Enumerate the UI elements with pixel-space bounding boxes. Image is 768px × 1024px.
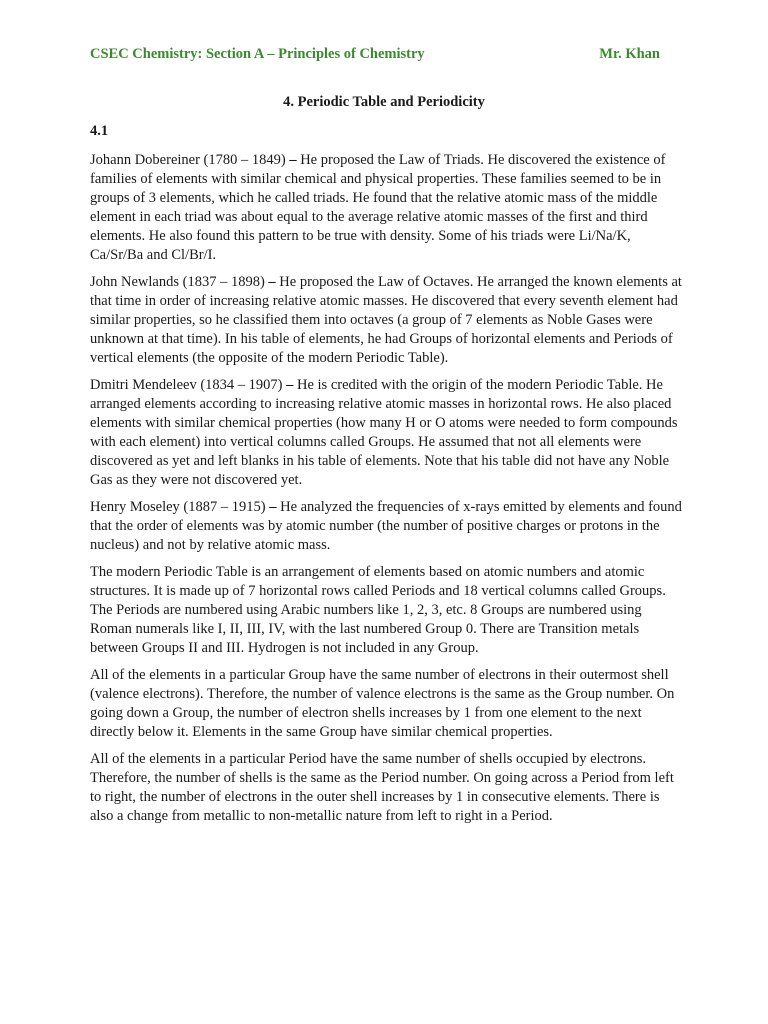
paragraph-modern-table — [90, 563, 682, 658]
paragraph-text: He proposed the Law of Octaves. He arranged the known elements at that time in order of increasing relative atomic masses. He discovered that every seventh element had similar properties, so he classified them into octaves (a group of 7 elements as Noble Gases were unknown at that time). In his table of elements, he had Groups of horizontal elements and Periods of vertical elements (the opposite of the modern Periodic Table). — [90, 274, 682, 366]
paragraph-moseley — [90, 498, 682, 555]
paragraph-dash: – — [264, 274, 280, 290]
paragraph-groups — [90, 666, 682, 742]
paragraph-dash: – — [265, 499, 281, 515]
document-body — [90, 151, 682, 834]
paragraph-text: The modern Periodic Table is an arrangement of elements based on atomic numbers and atomic structures. It is made up of 7 horizontal rows called Periods and 18 vertical columns called Groups. The Periods are numbered using Arabic numbers like 1, 2, 3, etc. 8 Groups are numbered using Roman numerals like I, II, III, IV, with the last numbered Group 0. There are Transition metals between Groups II and III. Hydrogen is not included in any Group. — [90, 564, 666, 656]
chapter-title: 4. Periodic Table and Periodicity — [283, 94, 485, 110]
paragraph-lead: Henry Moseley (1887 – 1915) — [90, 499, 266, 515]
header-author: Mr. Khan — [599, 46, 660, 62]
paragraph-dash: – — [282, 377, 297, 393]
paragraph-lead: John Newlands (1837 – 1898) — [90, 274, 265, 290]
section-number: 4.1 — [90, 123, 109, 139]
paragraph-text: He analyzed the frequencies of x-rays emitted by elements and found that the order of elements was by atomic number (the number of positive charges or protons in the nucleus) and not by relative atomic mass. — [90, 499, 682, 553]
paragraph-dobereiner — [90, 151, 682, 265]
paragraph-text: He proposed the Law of Triads. He discovered the existence of families of elements with similar chemical and physical properties. These families seemed to be in groups of 3 elements, which he called triads. He found that the relative atomic mass of the middle element in each triad was about equal to the average relative atomic masses of the first and third elements. He also found this pattern to be true with density. Some of his triads were Li/Na/K, Ca/Sr/Ba and Cl/Br/I. — [90, 152, 666, 263]
paragraph-periods — [90, 750, 682, 826]
paragraph-lead: Johann Dobereiner (1780 – 1849) — [90, 152, 286, 168]
paragraph-text: He is credited with the origin of the modern Periodic Table. He arranged elements according to increasing relative atomic masses in horizontal rows. He also placed elements with similar chemical properties (how many H or O atoms were needed to form compounds with each element) into vertical columns called Groups. He assumed that not all elements were discovered as yet and left blanks in his table of elements. Note that his table did not have any Noble Gas as they were not discovered yet. — [90, 377, 678, 488]
header-course-title: CSEC Chemistry: Section A – Principles of Chemistry — [90, 46, 425, 62]
page-header — [90, 45, 660, 63]
paragraph-text: All of the elements in a particular Period have the same number of shells occupied by electrons. Therefore, the number of shells is the same as the Period number. On going across a Period from left to right, the number of electrons in the outer shell increases by 1 in consecutive elements. There is also a change from metallic to non-metallic nature from left to right in a Period. — [90, 751, 674, 824]
paragraph-dash: – — [285, 152, 301, 168]
paragraph-lead: Dmitri Mendeleev (1834 – 1907) — [90, 377, 283, 393]
paragraph-text: All of the elements in a particular Group have the same number of electrons in their outermost shell (valence electrons). Therefore, the number of valence electrons is the same as the Group number. On going down a Group, the number of electron shells increases by 1 from one element to the next directly below it. Elements in the same Group have similar chemical properties. — [90, 667, 675, 740]
paragraph-mendeleev — [90, 376, 682, 490]
paragraph-newlands — [90, 273, 682, 368]
